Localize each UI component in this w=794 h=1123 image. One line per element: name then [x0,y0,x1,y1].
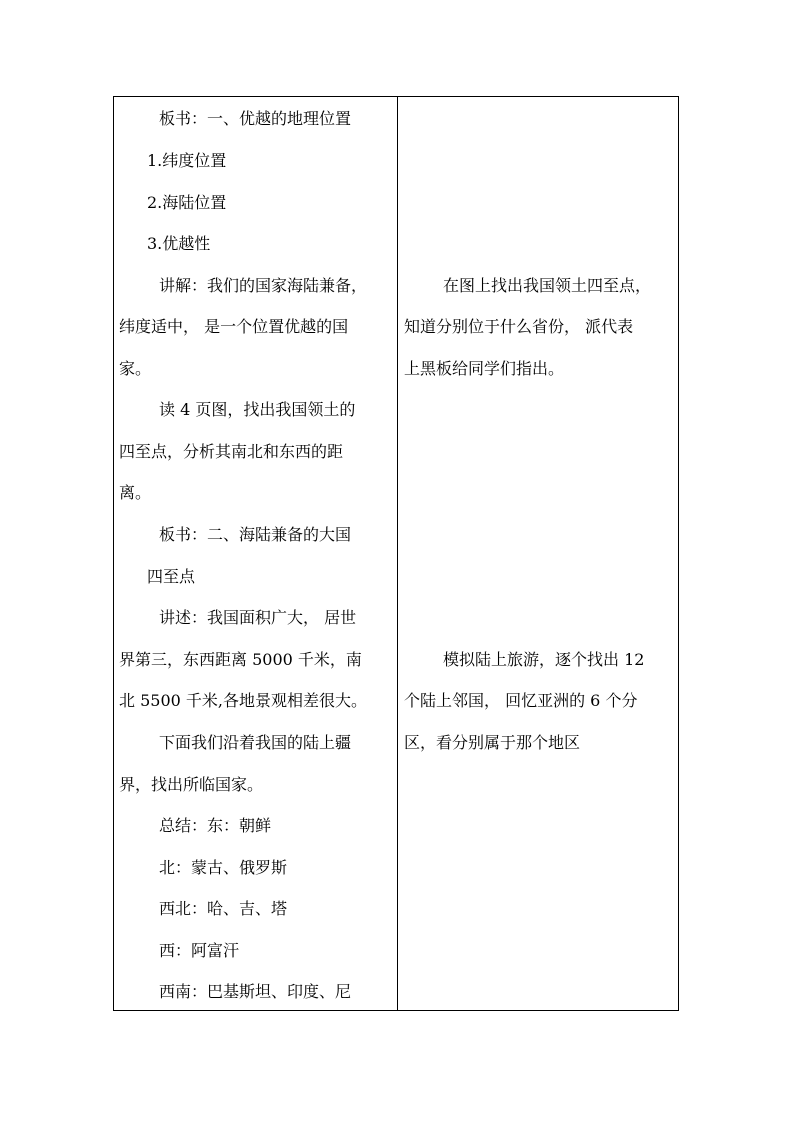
left-line-18: 总结：东：朝鲜 [159,816,272,835]
left-line-20: 西北：哈、吉、塔 [159,899,288,918]
right-line-6: 区，看分别属于那个地区 [404,733,581,752]
right-line-4: 模拟陆上旅游，逐个找出 12 [443,650,645,669]
right-line-1: 在图上找出我国领土四至点， [443,276,652,295]
left-line-6: 纬度适中， 是一个位置优越的国 [119,317,349,336]
left-line-14: 界第三，东西距离 5000 千米，南 [119,650,362,669]
left-line-13: 讲述：我国面积广大， 居世 [159,608,357,627]
lesson-table [113,96,679,1011]
left-line-1: 板书：一、优越的地理位置 [159,109,352,128]
left-line-10: 离。 [119,483,152,502]
left-line-9: 四至点，分析其南北和东西的距 [119,442,344,461]
left-line-16: 下面我们沿着我国的陆上疆 [159,733,352,752]
left-line-3: 2.海陆位置 [147,193,227,212]
right-line-5: 个陆上邻国， 回忆亚洲的 6 个分 [404,691,638,710]
left-line-21: 西：阿富汗 [159,941,240,960]
left-line-7: 家。 [119,359,152,378]
left-line-15: 北 5500 千米,各地景观相差很大。 [119,691,367,710]
left-line-12: 四至点 [147,567,196,586]
left-line-19: 北：蒙古、俄罗斯 [159,858,288,877]
left-line-17: 界，找出所临国家。 [119,775,264,794]
column-divider [397,97,398,1010]
left-line-11: 板书：二、海陆兼备的大国 [159,525,352,544]
left-line-5: 讲解：我们的国家海陆兼备， [159,276,368,295]
right-line-2: 知道分别位于什么省份， 派代表 [404,317,634,336]
right-line-3: 上黑板给同学们指出。 [404,359,565,378]
left-line-8: 读 4 页图，找出我国领土的 [159,400,356,419]
left-line-4: 3.优越性 [147,234,211,253]
left-line-22: 西南：巴基斯坦、印度、尼 [159,982,352,1001]
left-line-2: 1.纬度位置 [147,151,227,170]
